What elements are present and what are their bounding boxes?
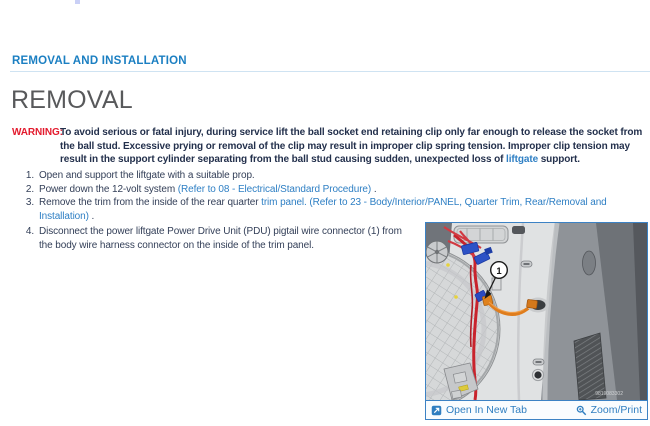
step-number: 1. bbox=[25, 170, 34, 181]
page-title: REMOVAL bbox=[11, 86, 133, 114]
magnifier-icon bbox=[576, 405, 587, 416]
step-4-block bbox=[12, 225, 416, 252]
figure-action-bar bbox=[426, 400, 647, 419]
step-text: Remove the trim from the inside of the rear quarter trim panel. (Refer to 23 - Body/Interior/PANEL, Quarter Trim, Rear/Removal and Installation) . bbox=[39, 197, 607, 222]
callout-1-label: 1 bbox=[496, 265, 502, 277]
step-1 bbox=[12, 169, 644, 183]
step-number: 2. bbox=[25, 183, 34, 195]
warning-note bbox=[12, 126, 644, 167]
step-4 bbox=[12, 225, 416, 252]
step-3 bbox=[12, 196, 644, 223]
step-text: Open and support the liftgate with a suitable prop. bbox=[39, 170, 255, 181]
warning-text-suffix: support. bbox=[540, 154, 580, 165]
open-in-new-tab-button[interactable] bbox=[431, 404, 527, 416]
page-top-artifact bbox=[75, 0, 80, 4]
open-in-new-tab-label: Open In New Tab bbox=[446, 404, 527, 416]
warning-text: To avoid serious or fatal injury, during service lift the ball socket end retaining clip only far enough to release the socket from the ball stud. Excessive prying or removal of the clip may result in improper clip spring tension. Improper clip tension may result in the support cylinder separating from the ball stud causing sudden, unexpected loss of bbox=[60, 127, 643, 165]
liftgate-link[interactable]: liftgate bbox=[506, 154, 539, 165]
warning-label: WARNING: bbox=[12, 127, 63, 138]
zoom-print-button[interactable] bbox=[576, 404, 642, 416]
step-number: 3. bbox=[25, 197, 34, 208]
pillar-recess bbox=[583, 251, 596, 275]
quarter-trim-panel-link[interactable]: trim panel. (Refer to 23 - Body/Interior/PANEL, Quarter Trim, Rear/Removal and Installation) bbox=[39, 197, 607, 222]
heading-divider bbox=[10, 71, 650, 72]
step-text: Disconnect the power liftgate Power Drive Unit (PDU) pigtail wire connector (1) from the body wire harness connector on the inside of the trim panel. bbox=[39, 226, 402, 251]
procedure-steps bbox=[12, 169, 644, 223]
step-text: Power down the 12-volt system (Refer to 08 - Electrical/Standard Procedure) . bbox=[39, 183, 377, 195]
step-2 bbox=[12, 183, 644, 197]
quarter-trim-illustration bbox=[426, 223, 647, 400]
figure-panel bbox=[425, 222, 648, 420]
electrical-procedure-link[interactable]: (Refer to 08 - Electrical/Standard Procedure) bbox=[177, 183, 372, 195]
section-heading: REMOVAL AND INSTALLATION bbox=[12, 55, 187, 67]
step-number: 4. bbox=[25, 226, 34, 237]
figure-watermark: 9819083302 bbox=[595, 391, 623, 397]
speaker-grille bbox=[574, 333, 606, 400]
zoom-print-label: Zoom/Print bbox=[590, 404, 642, 416]
open-in-new-tab-icon bbox=[431, 405, 442, 416]
